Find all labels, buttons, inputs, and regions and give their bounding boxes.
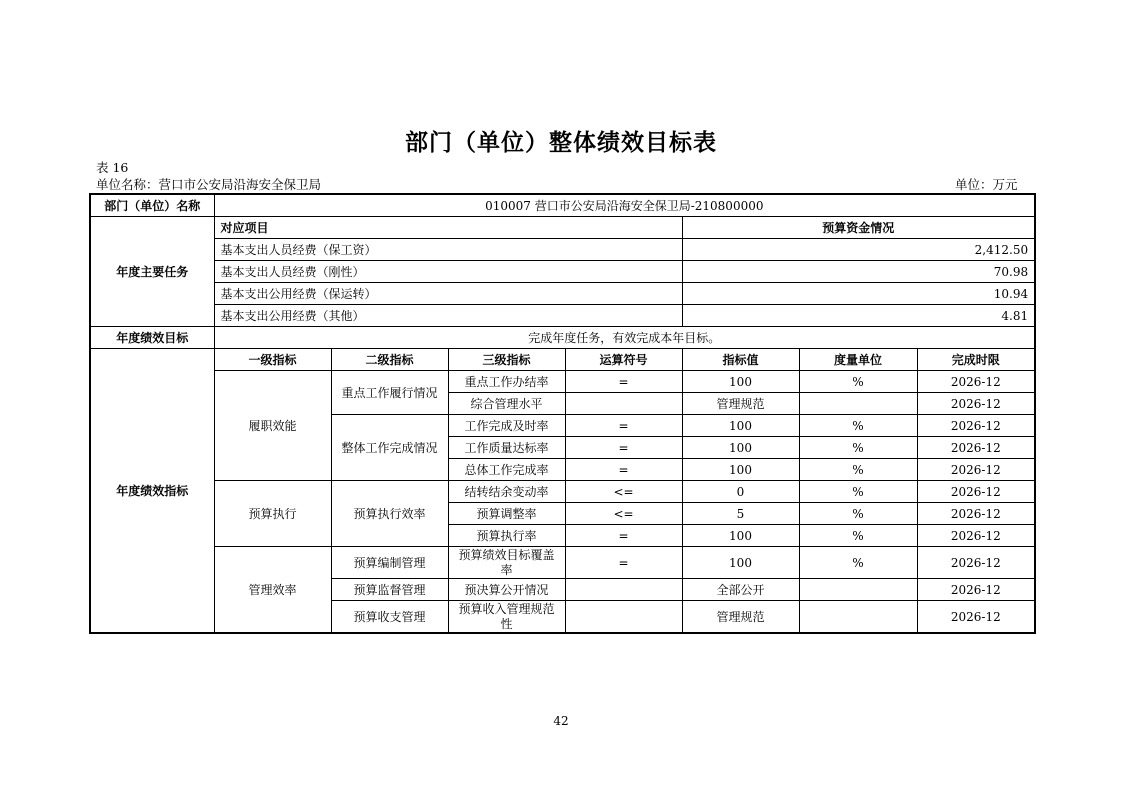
- operator-cell: [565, 579, 682, 601]
- indicator-row: [90, 547, 1035, 579]
- task-row: [90, 239, 1035, 261]
- operator-cell: =: [565, 459, 682, 481]
- level3-cell: 总体工作完成率: [448, 459, 565, 481]
- value-cell: 管理规范: [682, 601, 799, 634]
- value-cell: 100: [682, 547, 799, 579]
- goal-value: 完成年度任务，有效完成本年目标。: [214, 327, 1035, 349]
- indicator-row: [90, 481, 1035, 503]
- value-cell: 5: [682, 503, 799, 525]
- deadline-cell: 2026-12: [917, 393, 1035, 415]
- deadline-cell: 2026-12: [917, 601, 1035, 634]
- task-item: 基本支出公用经费（保运转）: [214, 283, 682, 305]
- col-item-header: 对应项目: [214, 217, 682, 239]
- operator-cell: =: [565, 371, 682, 393]
- level2-cell: 预算编制管理: [331, 547, 448, 579]
- task-amount: 10.94: [682, 283, 1035, 305]
- operator-cell: =: [565, 437, 682, 459]
- unit-cell: [799, 579, 917, 601]
- unit-cell: %: [799, 481, 917, 503]
- goal-label: 年度绩效目标: [90, 327, 214, 349]
- unit-name: 单位名称：营口市公安局沿海安全保卫局: [96, 177, 322, 192]
- operator-cell: [565, 393, 682, 415]
- page-title: 部门（单位）整体绩效目标表: [405, 130, 717, 156]
- table-number: 表 16: [96, 160, 129, 175]
- unit-cell: %: [799, 547, 917, 579]
- operator-cell: [565, 601, 682, 634]
- indicator-row: [90, 371, 1035, 393]
- dept-label: 部门（单位）名称: [90, 194, 214, 217]
- deadline-cell: 2026-12: [917, 579, 1035, 601]
- value-cell: 100: [682, 525, 799, 547]
- operator-cell: =: [565, 525, 682, 547]
- level3-cell: 预算执行率: [448, 525, 565, 547]
- level2-cell: 整体工作完成情况: [331, 415, 448, 481]
- deadline-cell: 2026-12: [917, 459, 1035, 481]
- value-cell: 100: [682, 415, 799, 437]
- deadline-cell: 2026-12: [917, 547, 1035, 579]
- deadline-cell: 2026-12: [917, 415, 1035, 437]
- task-item: 基本支出公用经费（其他）: [214, 305, 682, 327]
- value-cell: 0: [682, 481, 799, 503]
- indicators-label: 年度绩效指标: [90, 349, 214, 634]
- page-number: 42: [553, 714, 569, 728]
- task-item: 基本支出人员经费（保工资）: [214, 239, 682, 261]
- header-value: 指标值: [682, 349, 799, 371]
- task-amount: 2,412.50: [682, 239, 1035, 261]
- operator-cell: =: [565, 547, 682, 579]
- operator-cell: <=: [565, 481, 682, 503]
- col-budget-header: 预算资金情况: [682, 217, 1035, 239]
- indicator-header-row: [90, 349, 1035, 371]
- level3-cell: 预算调整率: [448, 503, 565, 525]
- unit-cell: %: [799, 525, 917, 547]
- header-deadline: 完成时限: [917, 349, 1035, 371]
- deadline-cell: 2026-12: [917, 371, 1035, 393]
- task-row: [90, 283, 1035, 305]
- deadline-cell: 2026-12: [917, 503, 1035, 525]
- unit-cell: %: [799, 371, 917, 393]
- level3-cell: 预决算公开情况: [448, 579, 565, 601]
- level3-cell: 重点工作办结率: [448, 371, 565, 393]
- header-operator: 运算符号: [565, 349, 682, 371]
- deadline-cell: 2026-12: [917, 437, 1035, 459]
- level3-cell: 结转结余变动率: [448, 481, 565, 503]
- level3-cell: 预算绩效目标覆盖率: [448, 547, 565, 579]
- performance-table: [89, 193, 1036, 634]
- dept-row: [90, 194, 1035, 217]
- level2-cell: 预算监督管理: [331, 579, 448, 601]
- currency-unit: 单位：万元: [955, 177, 1018, 192]
- level3-cell: 工作质量达标率: [448, 437, 565, 459]
- level1-cell: 履职效能: [214, 371, 331, 481]
- task-amount: 4.81: [682, 305, 1035, 327]
- task-row: [90, 305, 1035, 327]
- unit-cell: %: [799, 437, 917, 459]
- level3-cell: 综合管理水平: [448, 393, 565, 415]
- task-row: [90, 261, 1035, 283]
- level3-cell: 预算收入管理规范性: [448, 601, 565, 634]
- level2-cell: 预算执行效率: [331, 481, 448, 547]
- unit-cell: %: [799, 415, 917, 437]
- level3-cell: 工作完成及时率: [448, 415, 565, 437]
- value-cell: 全部公开: [682, 579, 799, 601]
- deadline-cell: 2026-12: [917, 525, 1035, 547]
- level1-cell: 预算执行: [214, 481, 331, 547]
- header-level2: 二级指标: [331, 349, 448, 371]
- goal-row: [90, 327, 1035, 349]
- unit-cell: [799, 393, 917, 415]
- level2-cell: 重点工作履行情况: [331, 371, 448, 415]
- header-level1: 一级指标: [214, 349, 331, 371]
- unit-cell: [799, 601, 917, 634]
- task-item: 基本支出人员经费（刚性）: [214, 261, 682, 283]
- deadline-cell: 2026-12: [917, 481, 1035, 503]
- unit-cell: %: [799, 459, 917, 481]
- level1-cell: 管理效率: [214, 547, 331, 634]
- tasks-label: 年度主要任务: [90, 217, 214, 327]
- task-amount: 70.98: [682, 261, 1035, 283]
- task-header-row: [90, 217, 1035, 239]
- operator-cell: =: [565, 415, 682, 437]
- dept-value: 010007 营口市公安局沿海安全保卫局-210800000: [214, 194, 1035, 217]
- unit-cell: %: [799, 503, 917, 525]
- header-unit: 度量单位: [799, 349, 917, 371]
- operator-cell: <=: [565, 503, 682, 525]
- value-cell: 管理规范: [682, 393, 799, 415]
- level2-cell: 预算收支管理: [331, 601, 448, 634]
- value-cell: 100: [682, 371, 799, 393]
- value-cell: 100: [682, 437, 799, 459]
- value-cell: 100: [682, 459, 799, 481]
- header-level3: 三级指标: [448, 349, 565, 371]
